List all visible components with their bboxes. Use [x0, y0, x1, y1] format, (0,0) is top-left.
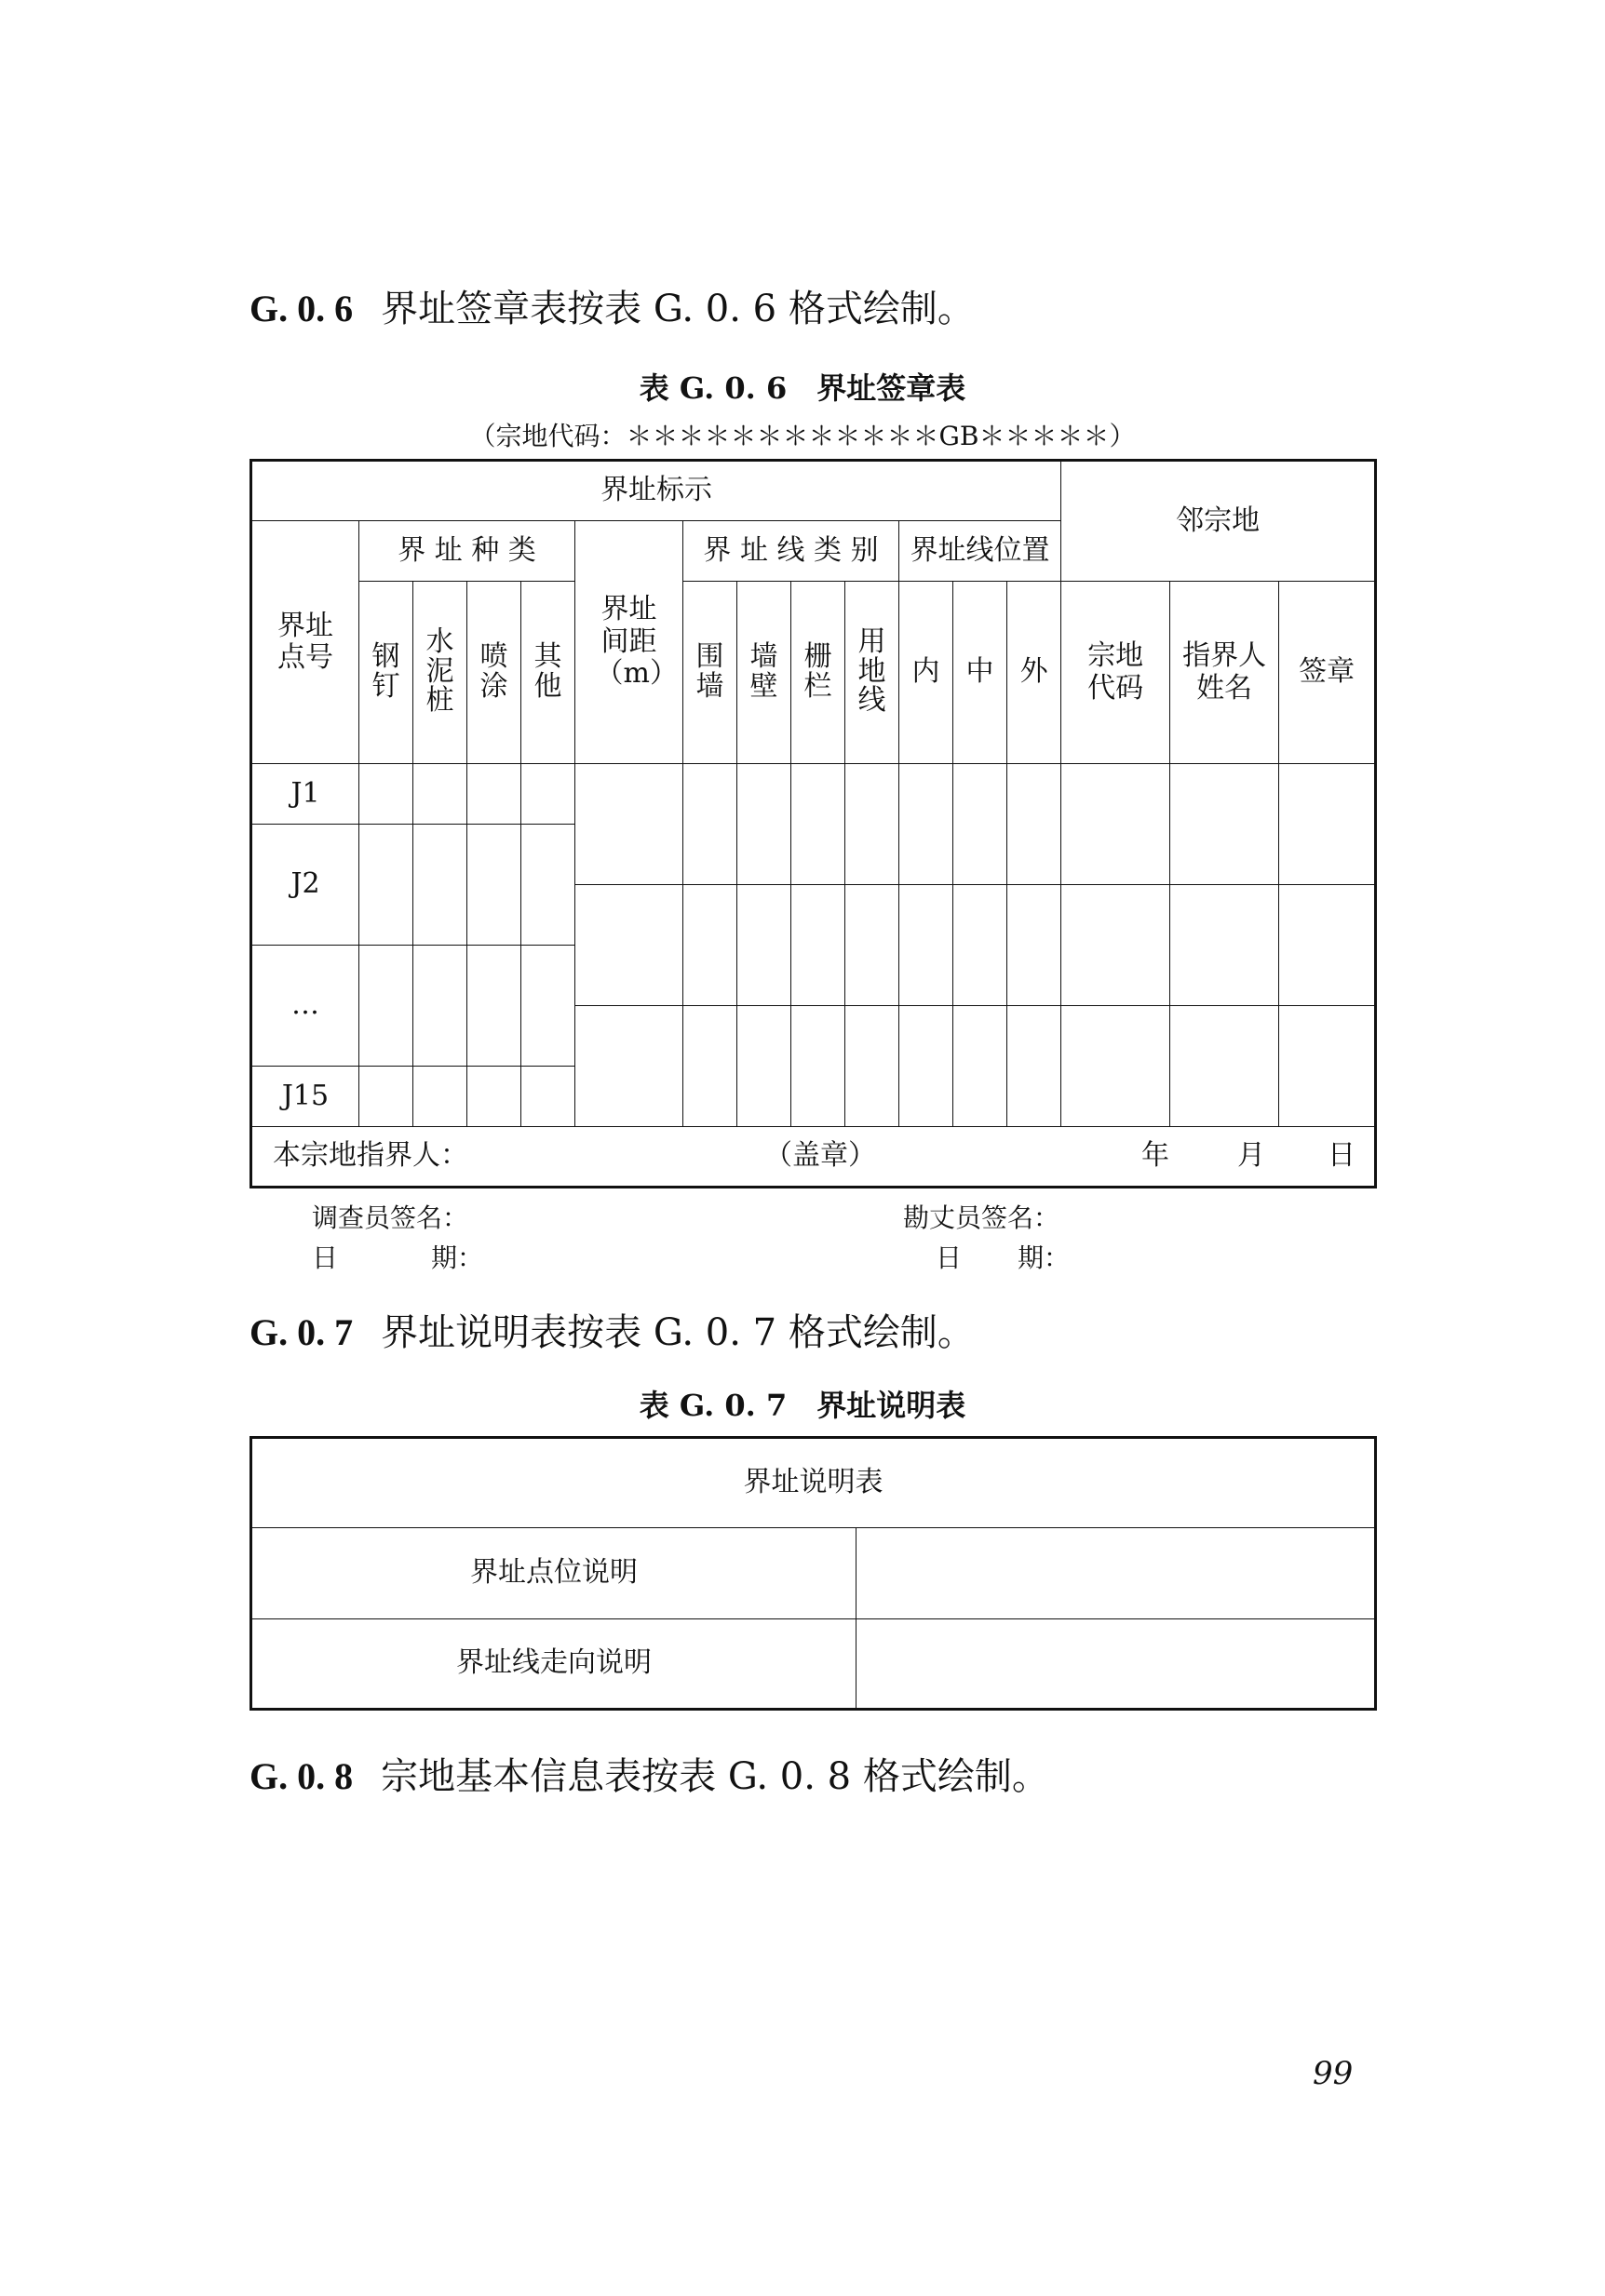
- table-cell: [845, 885, 899, 1006]
- clause-number: G. 0. 8: [250, 1755, 354, 1797]
- table-cell: [1170, 1006, 1279, 1127]
- clause-text: 界址签章表按表 G. 0. 6 格式绘制。: [381, 288, 975, 330]
- table-cell: [737, 764, 791, 885]
- table-cell: [791, 1006, 845, 1127]
- table-cell: [737, 1006, 791, 1127]
- clause-text: 界址说明表按表 G. 0. 7 格式绘制。: [381, 1311, 975, 1354]
- table-cell: [856, 1619, 1376, 1710]
- table-cell: [413, 1067, 467, 1127]
- day-label: 日: [1328, 1139, 1355, 1172]
- table-cell: [683, 885, 737, 1006]
- clause-g08: [250, 1747, 1049, 1800]
- clause-text: 宗地基本信息表按表 G. 0. 8 格式绘制。: [381, 1755, 1049, 1798]
- table-cell: [413, 764, 467, 825]
- table-cell: [359, 1067, 413, 1127]
- date-right: 日 期：: [936, 1242, 1071, 1273]
- table-cell: [521, 764, 575, 825]
- table-cell: [899, 885, 953, 1006]
- point-no-header: 界址点号: [251, 521, 359, 764]
- line-type-header: 界 址 线 类 别: [683, 521, 899, 582]
- table-caption-g07: 表 G. 0. 7 界址说明表: [639, 1388, 966, 1423]
- point-row-label: J1: [251, 764, 359, 825]
- indicator-label: 本宗地指界人：: [273, 1139, 468, 1173]
- point-description-label: 界址点位说明: [251, 1528, 856, 1619]
- table-cell: [1170, 764, 1279, 885]
- clause-g06: [250, 279, 975, 332]
- surveyor-signature: 调查员签名：: [312, 1202, 469, 1233]
- table-cell: [1007, 764, 1061, 885]
- table-cell: [683, 764, 737, 885]
- kind-header: 界 址 种 类: [359, 521, 575, 582]
- line-type-col: 栅栏: [791, 582, 845, 764]
- position-col: 内: [899, 582, 953, 764]
- kind-col: 其他: [521, 582, 575, 764]
- group-header: 界址标示: [251, 461, 1061, 521]
- date-left: 日 期：: [312, 1242, 484, 1273]
- table-cell: [521, 825, 575, 946]
- table-cell: [791, 764, 845, 885]
- table-cell: [737, 885, 791, 1006]
- table-cell: [521, 1067, 575, 1127]
- point-row-label: J15: [251, 1067, 359, 1127]
- table-cell: [359, 825, 413, 946]
- neighbor-header: 邻宗地: [1061, 461, 1376, 582]
- month-label: 月: [1237, 1139, 1265, 1172]
- line-type-col: 围墙: [683, 582, 737, 764]
- position-col: 中: [953, 582, 1007, 764]
- table-cell: [1170, 885, 1279, 1006]
- year-label: 年: [1141, 1139, 1169, 1172]
- kind-col: 喷涂: [467, 582, 521, 764]
- table-cell: [899, 1006, 953, 1127]
- neighbor-col: 宗地代码: [1061, 582, 1170, 764]
- table-cell: [467, 1067, 521, 1127]
- clause-g07: [250, 1303, 975, 1356]
- clause-number: G. 0. 7: [250, 1311, 354, 1353]
- table-cell: [845, 764, 899, 885]
- table-cell: [953, 764, 1007, 885]
- position-col: 外: [1007, 582, 1061, 764]
- neighbor-col: 签章: [1279, 582, 1376, 764]
- table-cell: [1061, 764, 1170, 885]
- table-cell: [575, 1006, 683, 1127]
- table-cell: [899, 764, 953, 885]
- mapper-signature: 勘丈员签名：: [903, 1202, 1060, 1233]
- table-cell: [1007, 1006, 1061, 1127]
- table-cell: [467, 946, 521, 1067]
- boundary-description-table: [250, 1436, 1377, 1711]
- footer-row: [251, 1127, 1376, 1188]
- point-row-label: J2: [251, 825, 359, 946]
- table-cell: [521, 946, 575, 1067]
- table-cell: [413, 946, 467, 1067]
- description-title: 界址说明表: [251, 1438, 1376, 1528]
- point-row-label: …: [251, 946, 359, 1067]
- position-header: 界址线位置: [899, 521, 1061, 582]
- table-cell: [1279, 764, 1376, 885]
- line-direction-label: 界址线走向说明: [251, 1619, 856, 1710]
- table-cell: [953, 885, 1007, 1006]
- table-cell: [1279, 885, 1376, 1006]
- seal-label: （盖章）: [764, 1139, 876, 1172]
- table-cell: [359, 764, 413, 825]
- table-cell: [683, 1006, 737, 1127]
- table-cell: [413, 825, 467, 946]
- table-cell: [467, 825, 521, 946]
- page-number: 99: [1313, 2055, 1354, 2092]
- table-cell: [1279, 1006, 1376, 1127]
- table-cell: [467, 764, 521, 825]
- neighbor-col: 指界人姓名: [1170, 582, 1279, 764]
- spacing-header: 界址间距（m）: [575, 521, 683, 764]
- table-cell: [845, 1006, 899, 1127]
- line-type-col: 墙壁: [737, 582, 791, 764]
- parcel-code-line: （宗地代码：＊＊＊＊＊＊＊＊＊＊＊＊GB＊＊＊＊＊）: [469, 421, 1136, 451]
- table-cell: [953, 1006, 1007, 1127]
- table-cell: [1061, 885, 1170, 1006]
- boundary-signature-table: [250, 459, 1377, 1188]
- table-cell: [359, 946, 413, 1067]
- table-cell: [575, 885, 683, 1006]
- table-cell: [1061, 1006, 1170, 1127]
- table-caption-g06: 表 G. 0. 6 界址签章表: [639, 370, 966, 406]
- table-cell: [856, 1528, 1376, 1619]
- clause-number: G. 0. 6: [250, 288, 354, 329]
- kind-col: 水泥桩: [413, 582, 467, 764]
- table-cell: [575, 764, 683, 885]
- table-cell: [791, 885, 845, 1006]
- line-type-col: 用地线: [845, 582, 899, 764]
- kind-col: 钢钉: [359, 582, 413, 764]
- table-cell: [1007, 885, 1061, 1006]
